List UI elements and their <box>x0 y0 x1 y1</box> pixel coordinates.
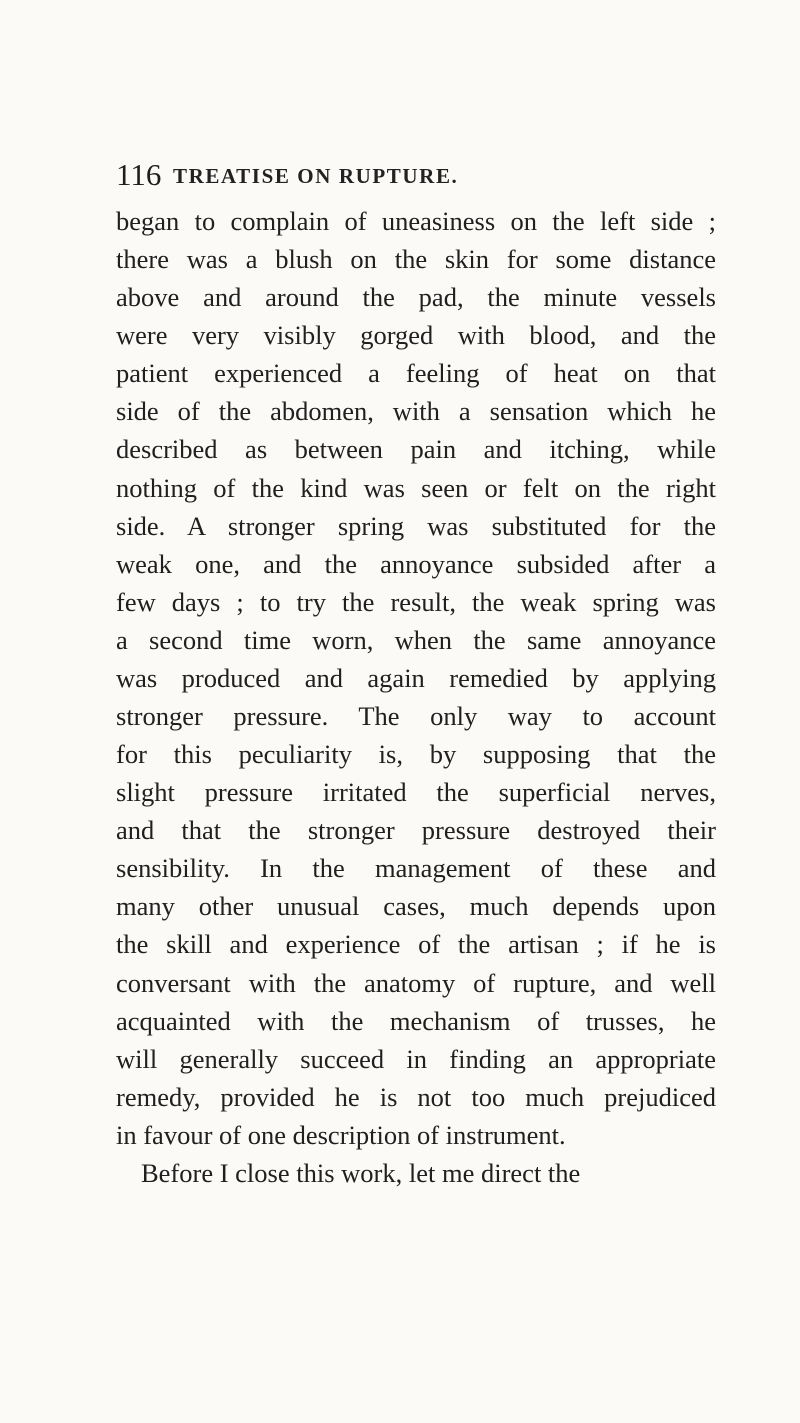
text-line: acquainted with the mechanism of trusses, he <box>116 1005 716 1036</box>
text-line: described as between pain and itching, while <box>116 434 716 465</box>
text-line: conversant with the anatomy of rupture, and well <box>116 967 716 998</box>
text-line: and that the stronger pressure destroyed their <box>116 815 716 846</box>
text-line: patient experienced a feeling of heat on that <box>116 358 716 389</box>
text-line: many other unusual cases, much depends upon <box>116 891 716 922</box>
text-line: in favour of one description of instrument. <box>116 1119 566 1150</box>
text-line: a second time worn, when the same annoyance <box>116 624 716 655</box>
text-line: side. A stronger spring was substituted for the <box>116 510 716 541</box>
text-line: slight pressure irritated the superficial nerves, <box>116 777 716 808</box>
text-line: there was a blush on the skin for some distance <box>116 244 716 275</box>
text-line: weak one, and the annoyance subsided after a <box>116 548 716 579</box>
text-line: began to complain of uneasiness on the left side ; <box>116 206 716 236</box>
text-line: remedy, provided he is not too much prejudiced <box>116 1081 716 1112</box>
page-header <box>116 158 716 192</box>
text-line: were very visibly gorged with blood, and the <box>116 320 716 351</box>
text-line: was produced and again remedied by applying <box>116 662 716 693</box>
text-line: nothing of the kind was seen or felt on the right <box>116 472 716 503</box>
text-line: above and around the pad, the minute vessels <box>116 282 716 313</box>
text-line: sensibility. In the management of these and <box>116 853 716 884</box>
text-line: few days ; to try the result, the weak spring was <box>116 586 716 617</box>
running-title: TREATISE ON RUPTURE. <box>173 164 459 188</box>
text-line: side of the abdomen, with a sensation which he <box>116 396 716 427</box>
body-text <box>116 202 716 1192</box>
text-line: will generally succeed in finding an appropriate <box>116 1043 716 1074</box>
text-line: stronger pressure. The only way to account <box>116 701 716 732</box>
page-number: 116 <box>116 157 162 192</box>
text-line: the skill and experience of the artisan ; if he is <box>116 929 716 960</box>
text-line: for this peculiarity is, by supposing that the <box>116 739 716 770</box>
text-line: Before I close this work, let me direct the <box>141 1157 581 1188</box>
